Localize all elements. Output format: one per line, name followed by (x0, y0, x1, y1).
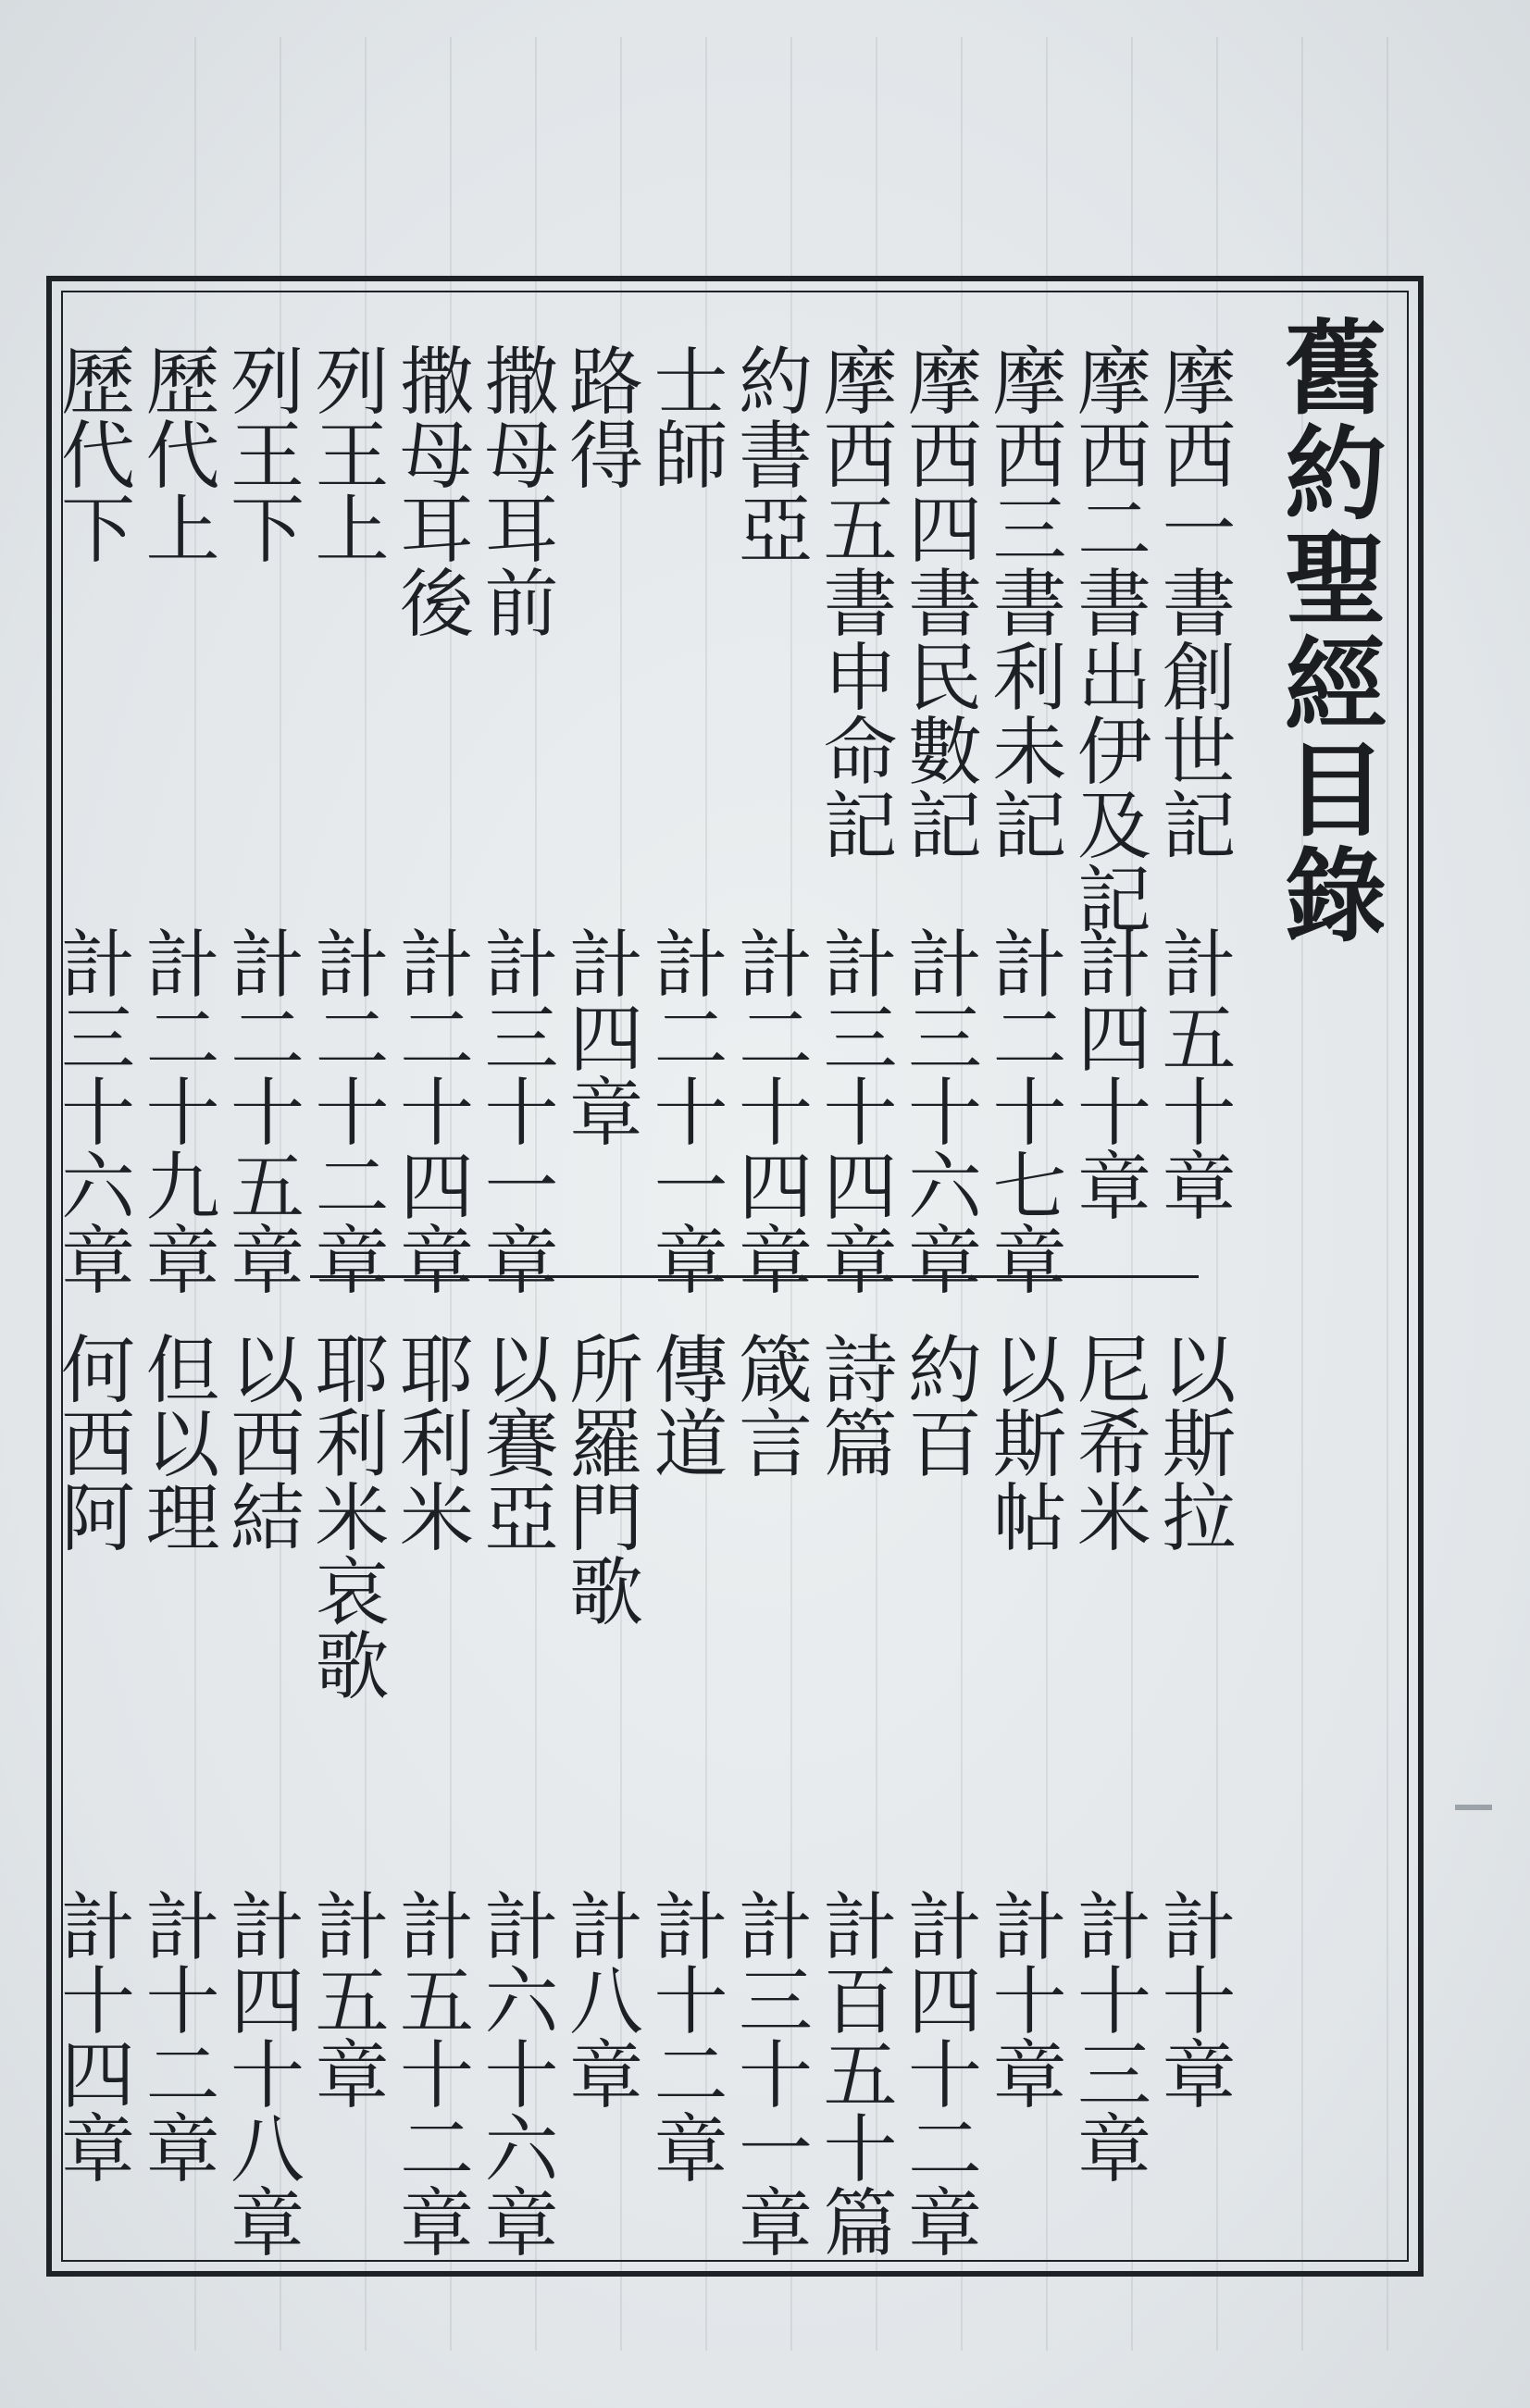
toc-chapter-count: 計四十章 (1064, 925, 1151, 1222)
toc-chapter-count: 計二十一章 (641, 925, 728, 1296)
toc-chapter-count: 計百五十篇 (811, 1888, 897, 2258)
toc-book: 以賽亞 (472, 1331, 558, 1553)
toc-chapter-count: 計二十四章 (387, 925, 474, 1296)
toc-book: 歷代下 (48, 342, 135, 565)
toc-chapter-count: 計二十二章 (303, 925, 389, 1296)
page-title: 舊約聖經目錄 (1268, 315, 1387, 948)
toc-chapter-count: 計三十六章 (895, 925, 982, 1296)
toc-book: 耶利米 (387, 1331, 474, 1553)
toc-book: 箴言 (726, 1331, 813, 1479)
toc-chapter-count: 計三十六章 (48, 925, 135, 1296)
toc-chapter-count: 計三十一章 (726, 1888, 813, 2258)
toc-book: 以斯帖 (980, 1331, 1066, 1553)
toc-book: 尼希米 (1064, 1331, 1151, 1553)
toc-book: 路得 (556, 342, 643, 490)
page-mark (1455, 1805, 1492, 1810)
toc-book: 摩西二書出伊及記 (1064, 342, 1151, 935)
toc-book: 耶利米哀歌 (303, 1331, 389, 1701)
toc-chapter-count: 計五十二章 (387, 1888, 474, 2258)
toc-chapter-count: 計三十四章 (811, 925, 897, 1296)
toc-chapter-count: 計六十六章 (472, 1888, 558, 2258)
toc-chapter-count: 計二十九章 (133, 925, 219, 1296)
toc-book: 列王上 (303, 342, 389, 565)
toc-chapter-count: 計二十五章 (218, 925, 305, 1296)
toc-chapter-count: 計四章 (556, 925, 643, 1148)
toc-chapter-count: 計三十一章 (472, 925, 558, 1296)
toc-book: 但以理 (133, 1331, 219, 1553)
toc-book: 所羅門歌 (556, 1331, 643, 1627)
toc-chapter-count: 計十章 (1150, 1888, 1236, 2110)
toc-book: 約書亞 (726, 342, 813, 565)
toc-book: 何西阿 (48, 1331, 135, 1553)
toc-book: 士師 (641, 342, 728, 490)
toc-chapter-count: 計二十四章 (726, 925, 813, 1296)
toc-book: 列王下 (218, 342, 305, 565)
toc-chapter-count: 計四十二章 (895, 1888, 982, 2258)
toc-book: 撒母耳前 (472, 342, 558, 639)
toc-book: 歷代上 (133, 342, 219, 565)
toc-book: 以斯拉 (1150, 1331, 1236, 1553)
toc-book: 約百 (895, 1331, 982, 1479)
toc-book: 詩篇 (811, 1331, 897, 1479)
toc-chapter-count: 計五十章 (1150, 925, 1236, 1222)
toc-chapter-count: 計十二章 (641, 1888, 728, 2184)
toc-book: 摩西一書創世記 (1150, 342, 1236, 861)
toc-book: 傳道 (641, 1331, 728, 1479)
toc-book: 以西結 (218, 1331, 305, 1553)
toc-book: 撒母耳後 (387, 342, 474, 639)
toc-chapter-count: 計八章 (556, 1888, 643, 2110)
toc-book: 摩西五書申命記 (811, 342, 897, 861)
toc-chapter-count: 計十二章 (133, 1888, 219, 2184)
toc-book: 摩西四書民數記 (895, 342, 982, 861)
toc-chapter-count: 計十四章 (48, 1888, 135, 2184)
toc-chapter-count: 計四十八章 (218, 1888, 305, 2258)
toc-chapter-count: 計五章 (303, 1888, 389, 2110)
toc-chapter-count: 計十章 (980, 1888, 1066, 2110)
toc-chapter-count: 計十三章 (1064, 1888, 1151, 2184)
toc-chapter-count: 計二十七章 (980, 925, 1066, 1296)
toc-book: 摩西三書利未記 (980, 342, 1066, 861)
